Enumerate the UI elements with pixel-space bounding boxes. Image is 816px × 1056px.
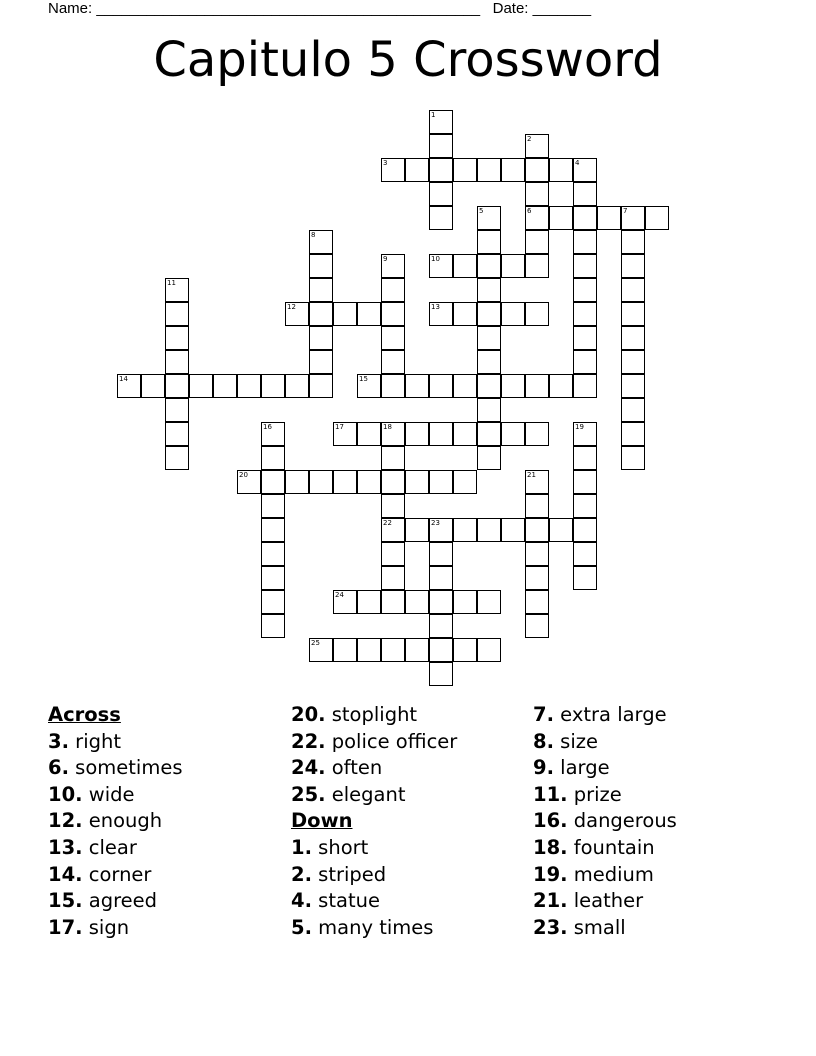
- grid-cell[interactable]: [429, 206, 453, 230]
- grid-cell[interactable]: [501, 422, 525, 446]
- grid-cell[interactable]: [333, 422, 357, 446]
- grid-cell[interactable]: [525, 182, 549, 206]
- clue-text: right: [68, 729, 122, 753]
- clue-number-label: 17.: [48, 915, 83, 939]
- grid-cell[interactable]: [621, 254, 645, 278]
- grid-cell[interactable]: [621, 302, 645, 326]
- clue-item: [291, 888, 457, 915]
- grid-cell[interactable]: [621, 230, 645, 254]
- grid-cell[interactable]: [597, 206, 621, 230]
- grid-cell[interactable]: [429, 182, 453, 206]
- grid-cell[interactable]: [525, 134, 549, 158]
- grid-cell[interactable]: [357, 638, 381, 662]
- grid-cell[interactable]: [381, 350, 405, 374]
- grid-cell[interactable]: [405, 374, 429, 398]
- grid-cell[interactable]: [261, 494, 285, 518]
- grid-cell[interactable]: [429, 542, 453, 566]
- grid-cell[interactable]: [573, 278, 597, 302]
- grid-cell[interactable]: [429, 470, 453, 494]
- across-clue-list-continued: [291, 702, 457, 808]
- grid-cell[interactable]: [309, 302, 333, 326]
- clue-item: [533, 835, 677, 862]
- clue-number: 20: [239, 471, 248, 479]
- clue-number: 8: [311, 231, 316, 239]
- clue-number-label: 8.: [533, 729, 554, 753]
- grid-cell[interactable]: [621, 446, 645, 470]
- clue-number-label: 1.: [291, 835, 312, 859]
- clue-number-label: 21.: [533, 889, 568, 913]
- clues-column-2: [291, 702, 457, 941]
- grid-cell[interactable]: [165, 398, 189, 422]
- clue-text: enough: [82, 809, 163, 833]
- grid-cell[interactable]: [381, 566, 405, 590]
- grid-cell[interactable]: [117, 374, 141, 398]
- grid-cell[interactable]: [429, 422, 453, 446]
- clue-text: sometimes: [68, 756, 183, 780]
- grid-cell[interactable]: [285, 302, 309, 326]
- grid-cell[interactable]: [573, 494, 597, 518]
- clue-text: stoplight: [325, 703, 418, 726]
- clue-text: wide: [82, 782, 135, 806]
- grid-cell[interactable]: [261, 518, 285, 542]
- clue-number-label: 10.: [48, 782, 83, 806]
- grid-cell[interactable]: [477, 638, 501, 662]
- across-heading: Across: [48, 703, 121, 726]
- grid-cell[interactable]: [573, 422, 597, 446]
- grid-cell[interactable]: [525, 230, 549, 254]
- grid-cell[interactable]: [573, 518, 597, 542]
- grid-cell[interactable]: [573, 182, 597, 206]
- grid-cell[interactable]: [477, 590, 501, 614]
- grid-cell[interactable]: [621, 326, 645, 350]
- down-clue-list: [291, 835, 457, 941]
- grid-cell[interactable]: [501, 374, 525, 398]
- clue-text: clear: [82, 835, 137, 859]
- clue-number-label: 7.: [533, 703, 554, 726]
- grid-cell[interactable]: [477, 278, 501, 302]
- clue-number-label: 13.: [48, 835, 83, 859]
- clue-number-label: 25.: [291, 782, 326, 806]
- clue-text: small: [567, 915, 626, 939]
- grid-cell[interactable]: [429, 110, 453, 134]
- clues-column-3: [533, 702, 677, 941]
- grid-cell[interactable]: [549, 374, 573, 398]
- clue-number: 13: [431, 303, 440, 311]
- date-label: Date:: [492, 0, 529, 17]
- grid-cell[interactable]: [645, 206, 669, 230]
- grid-cell[interactable]: [477, 206, 501, 230]
- clue-number: 23: [431, 519, 440, 527]
- grid-cell[interactable]: [381, 590, 405, 614]
- grid-cell[interactable]: [165, 278, 189, 302]
- clue-number: 4: [575, 159, 580, 167]
- clue-number-label: 11.: [533, 782, 568, 806]
- clue-text: police officer: [325, 729, 458, 753]
- grid-cell[interactable]: [429, 590, 453, 614]
- grid-cell[interactable]: [381, 446, 405, 470]
- grid-cell[interactable]: [309, 470, 333, 494]
- grid-cell[interactable]: [381, 254, 405, 278]
- grid-cell[interactable]: [453, 374, 477, 398]
- grid-cell[interactable]: [381, 158, 405, 182]
- clue-item: [533, 808, 677, 835]
- grid-cell[interactable]: [261, 542, 285, 566]
- grid-cell[interactable]: [525, 542, 549, 566]
- grid-cell[interactable]: [525, 302, 549, 326]
- grid-cell[interactable]: [357, 302, 381, 326]
- clue-number-label: 12.: [48, 809, 83, 833]
- clue-item: [48, 915, 182, 942]
- grid-cell[interactable]: [453, 422, 477, 446]
- grid-cell[interactable]: [285, 374, 309, 398]
- grid-cell[interactable]: [309, 278, 333, 302]
- grid-cell[interactable]: [381, 638, 405, 662]
- clue-text: short: [311, 835, 369, 859]
- date-blank[interactable]: _______: [532, 0, 592, 17]
- grid-cell[interactable]: [525, 254, 549, 278]
- clues-column-1: [48, 702, 182, 941]
- grid-cell[interactable]: [573, 350, 597, 374]
- clue-number-label: 22.: [291, 729, 326, 753]
- grid-cell[interactable]: [573, 230, 597, 254]
- clue-number-label: 2.: [291, 862, 312, 886]
- clue-item: [533, 915, 677, 942]
- clue-number: 10: [431, 255, 440, 263]
- grid-cell[interactable]: [549, 518, 573, 542]
- grid-cell[interactable]: [429, 134, 453, 158]
- grid-cell[interactable]: [453, 518, 477, 542]
- grid-cell[interactable]: [165, 446, 189, 470]
- across-clue-list: [48, 729, 182, 942]
- clue-number-label: 16.: [533, 809, 568, 833]
- grid-cell[interactable]: [309, 230, 333, 254]
- grid-cell[interactable]: [333, 470, 357, 494]
- grid-cell[interactable]: [333, 638, 357, 662]
- clue-number: 15: [359, 375, 368, 383]
- clue-text: sign: [82, 915, 130, 939]
- grid-cell[interactable]: [573, 206, 597, 230]
- grid-cell[interactable]: [573, 254, 597, 278]
- grid-cell[interactable]: [405, 638, 429, 662]
- clue-text: leather: [567, 889, 644, 913]
- grid-cell[interactable]: [333, 590, 357, 614]
- clue-text: corner: [82, 862, 152, 886]
- down-heading: Down: [291, 809, 353, 833]
- clue-text: medium: [567, 862, 654, 886]
- grid-cell[interactable]: [405, 470, 429, 494]
- grid-cell[interactable]: [165, 302, 189, 326]
- grid-cell[interactable]: [621, 398, 645, 422]
- grid-cell[interactable]: [429, 254, 453, 278]
- grid-cell[interactable]: [405, 422, 429, 446]
- grid-cell[interactable]: [525, 566, 549, 590]
- grid-cell[interactable]: [477, 326, 501, 350]
- grid-cell[interactable]: [309, 638, 333, 662]
- grid-cell[interactable]: [429, 614, 453, 638]
- clue-item: [291, 729, 457, 756]
- clue-number: 16: [263, 423, 272, 431]
- grid-cell[interactable]: [573, 374, 597, 398]
- grid-cell[interactable]: [453, 638, 477, 662]
- clue-item: [48, 835, 182, 862]
- clue-number: 17: [335, 423, 344, 431]
- clue-item: [291, 915, 457, 942]
- clue-number-label: 19.: [533, 862, 568, 886]
- grid-cell[interactable]: [573, 158, 597, 182]
- name-blank[interactable]: ______________________________________________: [96, 0, 481, 17]
- clue-text: extra large: [553, 703, 667, 726]
- grid-cell[interactable]: [357, 422, 381, 446]
- grid-cell[interactable]: [261, 566, 285, 590]
- page-title: Capitulo 5 Crossword: [153, 32, 663, 88]
- grid-cell[interactable]: [477, 158, 501, 182]
- clue-text: often: [325, 756, 383, 780]
- grid-cell[interactable]: [477, 302, 501, 326]
- grid-cell[interactable]: [165, 422, 189, 446]
- grid-cell[interactable]: [453, 302, 477, 326]
- grid-cell[interactable]: [501, 158, 525, 182]
- grid-cell[interactable]: [309, 374, 333, 398]
- grid-cell[interactable]: [453, 158, 477, 182]
- grid-cell[interactable]: [573, 302, 597, 326]
- clue-number-label: 14.: [48, 862, 83, 886]
- grid-cell[interactable]: [525, 374, 549, 398]
- grid-cell[interactable]: [501, 254, 525, 278]
- grid-cell[interactable]: [429, 374, 453, 398]
- grid-cell[interactable]: [357, 374, 381, 398]
- grid-cell[interactable]: [573, 446, 597, 470]
- clue-number-label: 9.: [533, 756, 554, 780]
- grid-cell[interactable]: [381, 302, 405, 326]
- grid-cell[interactable]: [405, 158, 429, 182]
- grid-cell[interactable]: [525, 158, 549, 182]
- grid-cell[interactable]: [501, 518, 525, 542]
- grid-cell[interactable]: [333, 302, 357, 326]
- grid-cell[interactable]: [525, 494, 549, 518]
- grid-cell[interactable]: [381, 278, 405, 302]
- grid-cell[interactable]: [189, 374, 213, 398]
- grid-cell[interactable]: [549, 158, 573, 182]
- grid-cell[interactable]: [453, 590, 477, 614]
- clue-number-label: 24.: [291, 756, 326, 780]
- clue-item: [291, 702, 457, 729]
- clue-number-label: 18.: [533, 835, 568, 859]
- grid-cell[interactable]: [429, 638, 453, 662]
- grid-cell[interactable]: [381, 542, 405, 566]
- clue-number-label: 20.: [291, 703, 326, 726]
- grid-cell[interactable]: [237, 374, 261, 398]
- grid-cell[interactable]: [261, 374, 285, 398]
- clue-text: agreed: [82, 889, 158, 913]
- clue-number: 9: [383, 255, 388, 263]
- clue-item: [291, 755, 457, 782]
- grid-cell[interactable]: [381, 518, 405, 542]
- clue-text: many times: [311, 915, 434, 939]
- grid-cell[interactable]: [501, 302, 525, 326]
- clue-text: elegant: [325, 782, 406, 806]
- clue-number-label: 3.: [48, 729, 69, 753]
- clue-number: 21: [527, 471, 536, 479]
- clue-number-label: 5.: [291, 915, 312, 939]
- grid-cell[interactable]: [357, 470, 381, 494]
- grid-cell[interactable]: [477, 230, 501, 254]
- clue-item: [533, 729, 677, 756]
- clue-number: 12: [287, 303, 296, 311]
- grid-cell[interactable]: [477, 446, 501, 470]
- clue-number: 6: [527, 207, 532, 215]
- clue-number: 5: [479, 207, 484, 215]
- grid-cell[interactable]: [453, 470, 477, 494]
- grid-cell[interactable]: [261, 614, 285, 638]
- clue-number: 7: [623, 207, 628, 215]
- clue-number: 3: [383, 159, 388, 167]
- clue-item: [48, 862, 182, 889]
- clue-number: 14: [119, 375, 128, 383]
- clue-item: [291, 782, 457, 809]
- clue-item: [533, 888, 677, 915]
- grid-cell[interactable]: [573, 326, 597, 350]
- grid-cell[interactable]: [309, 254, 333, 278]
- clue-number-label: 23.: [533, 915, 568, 939]
- grid-cell[interactable]: [429, 566, 453, 590]
- clue-item: [291, 862, 457, 889]
- grid-cell[interactable]: [261, 590, 285, 614]
- clue-text: statue: [311, 889, 380, 913]
- down-clue-list-continued: [533, 702, 677, 941]
- grid-cell[interactable]: [381, 326, 405, 350]
- grid-cell[interactable]: [573, 542, 597, 566]
- grid-cell[interactable]: [621, 350, 645, 374]
- name-label: Name:: [48, 0, 93, 17]
- grid-cell[interactable]: [405, 518, 429, 542]
- grid-cell[interactable]: [549, 206, 573, 230]
- grid-cell[interactable]: [165, 374, 189, 398]
- clue-number: 11: [167, 279, 176, 287]
- grid-cell[interactable]: [381, 422, 405, 446]
- grid-cell[interactable]: [621, 206, 645, 230]
- grid-cell[interactable]: [261, 422, 285, 446]
- clue-text: size: [553, 729, 598, 753]
- clue-text: large: [553, 756, 610, 780]
- clue-item: [48, 782, 182, 809]
- clue-number: 2: [527, 135, 532, 143]
- clue-item: [533, 862, 677, 889]
- grid-cell[interactable]: [477, 374, 501, 398]
- clue-number: 24: [335, 591, 344, 599]
- clue-text: fountain: [567, 835, 655, 859]
- clue-item: [48, 755, 182, 782]
- clue-item: [291, 835, 457, 862]
- clue-number: 25: [311, 639, 320, 647]
- grid-cell[interactable]: [357, 590, 381, 614]
- grid-cell[interactable]: [477, 422, 501, 446]
- grid-cell[interactable]: [621, 278, 645, 302]
- grid-cell[interactable]: [525, 470, 549, 494]
- grid-cell[interactable]: [477, 518, 501, 542]
- clue-item: [533, 782, 677, 809]
- grid-cell[interactable]: [141, 374, 165, 398]
- grid-cell[interactable]: [525, 422, 549, 446]
- grid-cell[interactable]: [261, 446, 285, 470]
- grid-cell[interactable]: [621, 422, 645, 446]
- grid-cell[interactable]: [525, 614, 549, 638]
- clue-text: dangerous: [567, 809, 677, 833]
- clue-text: striped: [311, 862, 387, 886]
- grid-cell[interactable]: [621, 374, 645, 398]
- clue-number: 18: [383, 423, 392, 431]
- grid-cell[interactable]: [477, 350, 501, 374]
- clue-item: [533, 702, 677, 729]
- grid-cell[interactable]: [405, 590, 429, 614]
- grid-cell[interactable]: [573, 470, 597, 494]
- clue-number-label: 4.: [291, 889, 312, 913]
- grid-cell[interactable]: [237, 470, 261, 494]
- grid-cell[interactable]: [309, 326, 333, 350]
- grid-cell[interactable]: [573, 566, 597, 590]
- grid-cell[interactable]: [525, 206, 549, 230]
- grid-cell[interactable]: [477, 398, 501, 422]
- grid-cell[interactable]: [429, 302, 453, 326]
- clue-item: [48, 729, 182, 756]
- grid-cell[interactable]: [525, 518, 549, 542]
- clue-number: 22: [383, 519, 392, 527]
- grid-cell[interactable]: [477, 254, 501, 278]
- grid-cell[interactable]: [429, 662, 453, 686]
- grid-cell[interactable]: [525, 590, 549, 614]
- grid-cell[interactable]: [213, 374, 237, 398]
- grid-cell[interactable]: [453, 254, 477, 278]
- clue-item: [533, 755, 677, 782]
- grid-cell[interactable]: [429, 158, 453, 182]
- grid-cell[interactable]: [165, 326, 189, 350]
- grid-cell[interactable]: [309, 350, 333, 374]
- clue-item: [48, 808, 182, 835]
- grid-cell[interactable]: [381, 374, 405, 398]
- grid-cell[interactable]: [429, 518, 453, 542]
- grid-cell[interactable]: [261, 470, 285, 494]
- clue-text: prize: [567, 782, 622, 806]
- grid-cell[interactable]: [285, 470, 309, 494]
- grid-cell[interactable]: [381, 470, 405, 494]
- clue-number-label: 15.: [48, 889, 83, 913]
- clue-number-label: 6.: [48, 756, 69, 780]
- clue-number: 19: [575, 423, 584, 431]
- grid-cell[interactable]: [165, 350, 189, 374]
- grid-cell[interactable]: [381, 494, 405, 518]
- clue-number: 1: [431, 111, 436, 119]
- clue-item: [48, 888, 182, 915]
